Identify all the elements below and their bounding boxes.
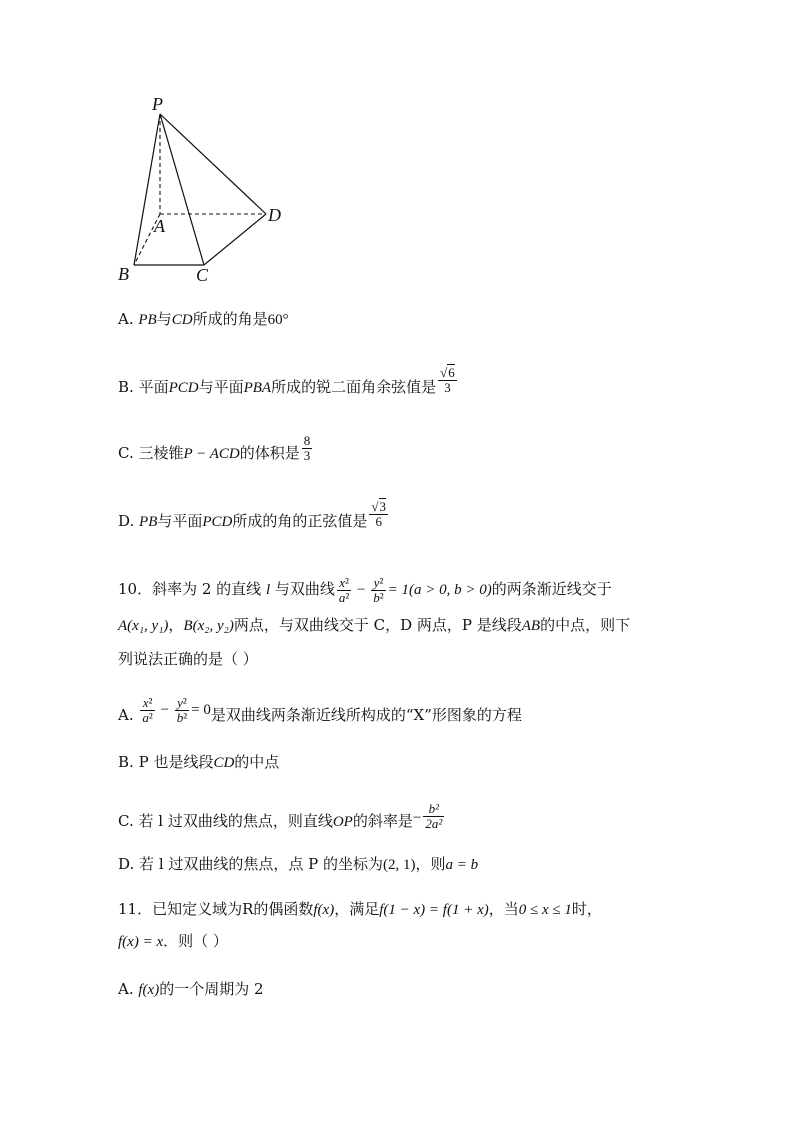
q11-stem-line2: f(x) = x．则（ ） — [118, 932, 228, 950]
vertex-d-label: D — [268, 205, 281, 225]
q10-stem-line2: A(x₁, y₁)，B(x₂, y₂)两点，与双曲线交于 C，D 两点，P 是线段AB的中点，则下 — [118, 616, 631, 634]
fraction: $\frac{√3}{6}$ — [371, 498, 387, 529]
q11-stem-line1: 11．已知定义域为R的偶函数f(x)，满足f(1 − x) = f(1 + x)，当0 ≤ x ≤ 1时， — [118, 900, 602, 918]
vertex-a-label: A — [154, 216, 165, 236]
option-letter: A. — [118, 310, 134, 328]
vertex-c-label: C — [196, 265, 209, 285]
q9-option-a: A. PB与CD所成的角是60° — [118, 310, 289, 328]
fraction: $\frac{8}{3}$ — [303, 432, 311, 463]
q10-option-c: C. 若 l 过双曲线的焦点，则直线OP的斜率是− $\frac{\text{b²}}{\text{2a²}}$ — [118, 800, 443, 831]
q10-option-d: D. 若 l 过双曲线的焦点，点 P 的坐标为(2, 1)，则a = b — [118, 855, 479, 873]
q10-stem-line1: 10．斜率为 2 的直线 l 与双曲线 $\frac{\text{x²}}{\text{a²}}$ − $\frac{\text{y²}}{\text{b²}}$ = 1(a > 0, b > 0)的两条渐近线交于 — [118, 574, 612, 605]
vertex-p-label: P — [152, 94, 163, 114]
q10-option-b: B. P 也是线段CD的中点 — [118, 753, 280, 771]
vertex-b-label: B — [118, 264, 129, 284]
q9-option-b: B. 平面PCD与平面PBA所成的锐二面角余弦值是 $\frac{√6}{3}$ — [118, 364, 455, 396]
fraction: $\frac{√6}{3}$ — [440, 364, 455, 395]
q10-option-a: A. $\frac{\text{x²}}{\text{a²}}$ − $\frac{\text{y²}}{\text{b²}}$ = 0是双曲线两条渐近线所构成的“X”形图象的方程 — [118, 694, 522, 725]
pyramid-figure — [110, 90, 310, 290]
q10-stem-line3: 列说法正确的是（ ） — [118, 650, 258, 668]
q9-option-c: C. 三棱锥P − ACD的体积是 $\frac{8}{3}$ — [118, 432, 311, 463]
q11-option-a: A. f(x)的一个周期为 2 — [118, 980, 264, 998]
q9-option-d: D. PB与平面PCD所成的角的正弦值是 $\frac{√3}{6}$ — [118, 498, 387, 530]
